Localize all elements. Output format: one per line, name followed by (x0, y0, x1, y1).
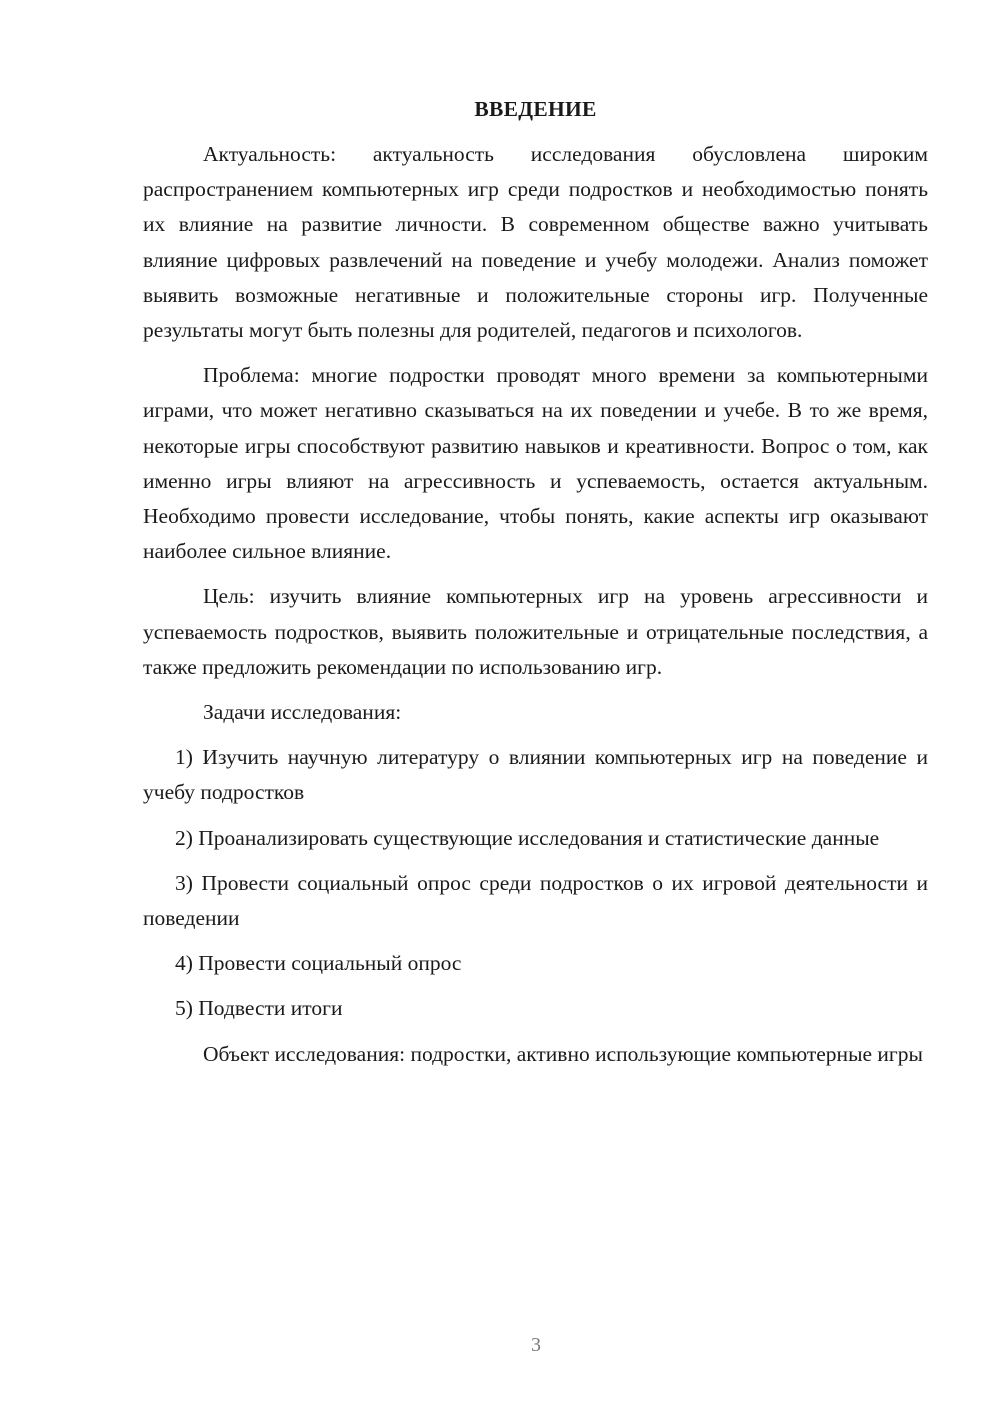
document-page (143, 92, 928, 1082)
task-item-1: 1) Изучить научную литературу о влиянии компьютерных игр на поведение и учебу подростков (143, 745, 928, 805)
page-title: ВВЕДЕНИЕ (474, 97, 597, 121)
relevance-paragraph: Актуальность: актуальность исследования обусловлена широким распространением компьютерных игр среди подростков и необходимостью понять их влияние на развитие личности. В современном обществе важно учитывать влияние цифровых развлечений на поведение и учебу молодежи. Анализ поможет выявить возможные негативные и положительные стороны игр. Полученные результаты могут быть полезны для родителей, педагогов и психологов. (143, 142, 928, 343)
object-paragraph: Объект исследования: подростки, активно использующие компьютерные игры (203, 1041, 923, 1066)
tasks-heading: Задачи исследования: (203, 700, 402, 725)
task-item-4: 4) Провести социальный опрос (175, 951, 462, 976)
task-item-3: 3) Провести социальный опрос среди подростков о их игровой деятельности и поведении (143, 870, 928, 931)
goal-paragraph: Цель: изучить влияние компьютерных игр на уровень агрессивности и успеваемость подростков, выявить положительные и отрицательные последствия, а также предложить рекомендации по использованию игр. (143, 584, 928, 679)
problem-paragraph: Проблема: многие подростки проводят много времени за компьютерными играми, что может негативно сказываться на их поведении и учебе. В то же время, некоторые игры способствуют развитию навыков и креативности. Вопрос о том, как именно игры влияют на агрессивность и успеваемость, остается актуальным. Необходимо провести исследование, чтобы понять, какие аспекты игр оказывают наиболее сильное влияние. (143, 363, 928, 564)
task-item-2: 2) Проанализировать существующие исследования и статистические данные (175, 825, 880, 850)
page-number: 3 (531, 1334, 541, 1356)
task-item-5: 5) Подвести итоги (175, 996, 343, 1021)
